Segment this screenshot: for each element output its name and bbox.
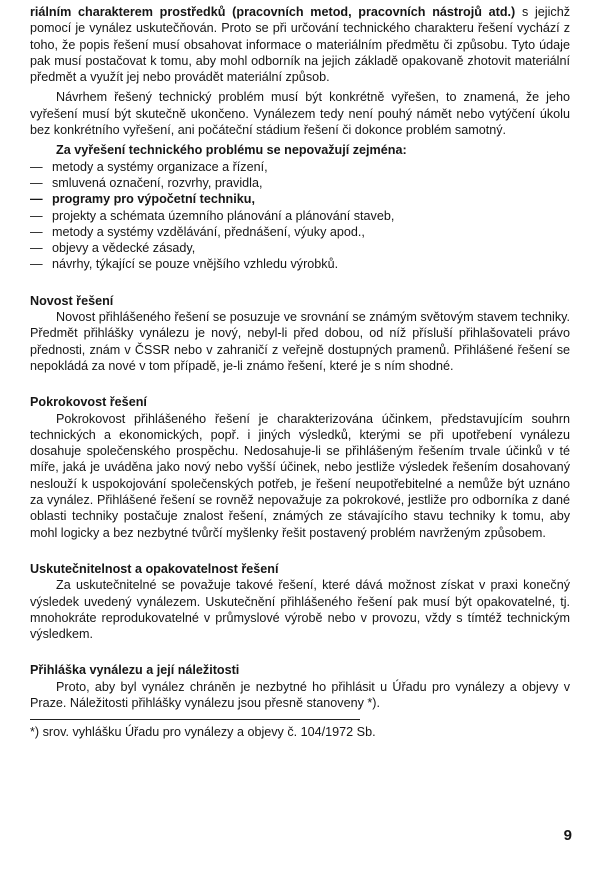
exclusion-item: — metody a systémy vzdělávání, přednášení, výuky apod., <box>30 224 570 240</box>
page-number: 9 <box>563 827 572 844</box>
exclusion-item: — programy pro výpočetní techniku, <box>30 191 570 207</box>
footnote-divider <box>30 719 360 720</box>
section-body-prihlaska: Proto, aby byl vynález chráněn je nezbytné ho přihlásit u Úřadu pro vynálezy a objevy v Praze. Náležitosti přihlášky vynálezu jsou přesně stanoveny *). <box>30 679 570 710</box>
exclusion-item: — projekty a schémata územního plánování a plánování staveb, <box>30 208 570 224</box>
section-body-novost: Novost přihlášeného řešení se posuzuje ve srovnání se známým světovým stavem techniky. Předmět přihlášky vynálezu je nový, nebyl-li před dobou, od níž přísluší přihlašovateli právo přednosti, znám v ČSSR nebo v zahraničí z veřejně dostupných pramenů. Přihlášené řešení se nepokládá za nové v tom případě, je-li známo řešení, které je s ním shodné. <box>30 310 570 373</box>
intro-paragraph-1-bold: riálním charakterem prostředků (pracovních metod, pracovních nástrojů atd.) <box>30 5 516 19</box>
exclusions-heading: Za vyřešení technického problému se nepovažují zejména: <box>56 143 407 158</box>
exclusion-item: — návrhy, týkající se pouze vnějšího vzhledu výrobků. <box>30 256 570 272</box>
intro-paragraph-1-rest: s jejichž pomocí je vynález uskutečňován. Proto se při určování technického charakteru řešení vychází z toho, že popis řešení musí obsahovat informace o materiálním předmětu či způsobu. Tyto údaje pak musí postačovat k tomu, aby mohl odborník na jejich základě opakovaně zhotovit materiální předmět a využít jej nebo provádět materiální způsob. <box>30 5 570 85</box>
exclusion-item: — objevy a vědecké zásady, <box>30 240 570 256</box>
exclusions-list <box>30 159 570 273</box>
intro-paragraph-1 <box>30 4 570 85</box>
section-heading-uskutecnitelnost: Uskutečnitelnost a opakovatelnost řešení <box>30 561 279 576</box>
section-heading-novost: Novost řešení <box>30 293 114 308</box>
section-body-uskutecnitelnost: Za uskutečnitelné se považuje takové řešení, které dává možnost získat v praxi konečný výsledek uvedený vynálezem. Uskutečnění přihlášeného řešení pak musí být opakovatelné, tj. mnohokráte reprodukovatelné v průmyslové výrobě nebo v provozu, vždy s tímtéž technickým výsledkem. <box>30 578 570 642</box>
section-body-pokrokovost: Pokrokovost přihlášeného řešení je charakterizována účinkem, představujícím souhrn technických a ekonomických, popř. i jiných výsledků, kterými se při upotřebení vynálezu dosahuje společenského prospěchu. Nedosahuje-li se přihlášeným řešením trvale účinků v té míře, jaká je uváděna jako nový nebo vyšší účinek, nebo jestliže výsledek řešením dosahovaný neslouží k uspokojování společenských potřeb, je řešení neupotřebitelné a nemůže být uznáno za vynález. Přihlášené řešení se rovněž nepovažuje za pokrokové, jestliže pro odborníka z dané oblasti techniky postačuje znalost řešení, známých ze stávajícího stavu techniky k tomu, aby mohl logicky a bez nezbytné tvůrčí myšlenky řešit postavený problém navrženým způsobem. <box>30 411 570 540</box>
footnote: *) srov. vyhlášku Úřadu pro vynálezy a objevy č. 104/1972 Sb. <box>30 725 376 740</box>
section-heading-prihlaska: Přihláška vynálezu a její náležitosti <box>30 663 240 678</box>
exclusion-item: — metody a systémy organizace a řízení, <box>30 159 570 175</box>
exclusion-item: — smluvená označení, rozvrhy, pravidla, <box>30 175 570 191</box>
intro-paragraph-2: Návrhem řešený technický problém musí být konkrétně vyřešen, to znamená, že jeho vyřešení musí být skutečně ukončeno. Vynálezem tedy není pouhý námět nebo vytýčení úkolu bez konkrétního vyřešení, ani počáteční stádium řešení či dokonce problém samotný. <box>30 90 570 138</box>
section-heading-pokrokovost: Pokrokovost řešení <box>30 395 147 410</box>
